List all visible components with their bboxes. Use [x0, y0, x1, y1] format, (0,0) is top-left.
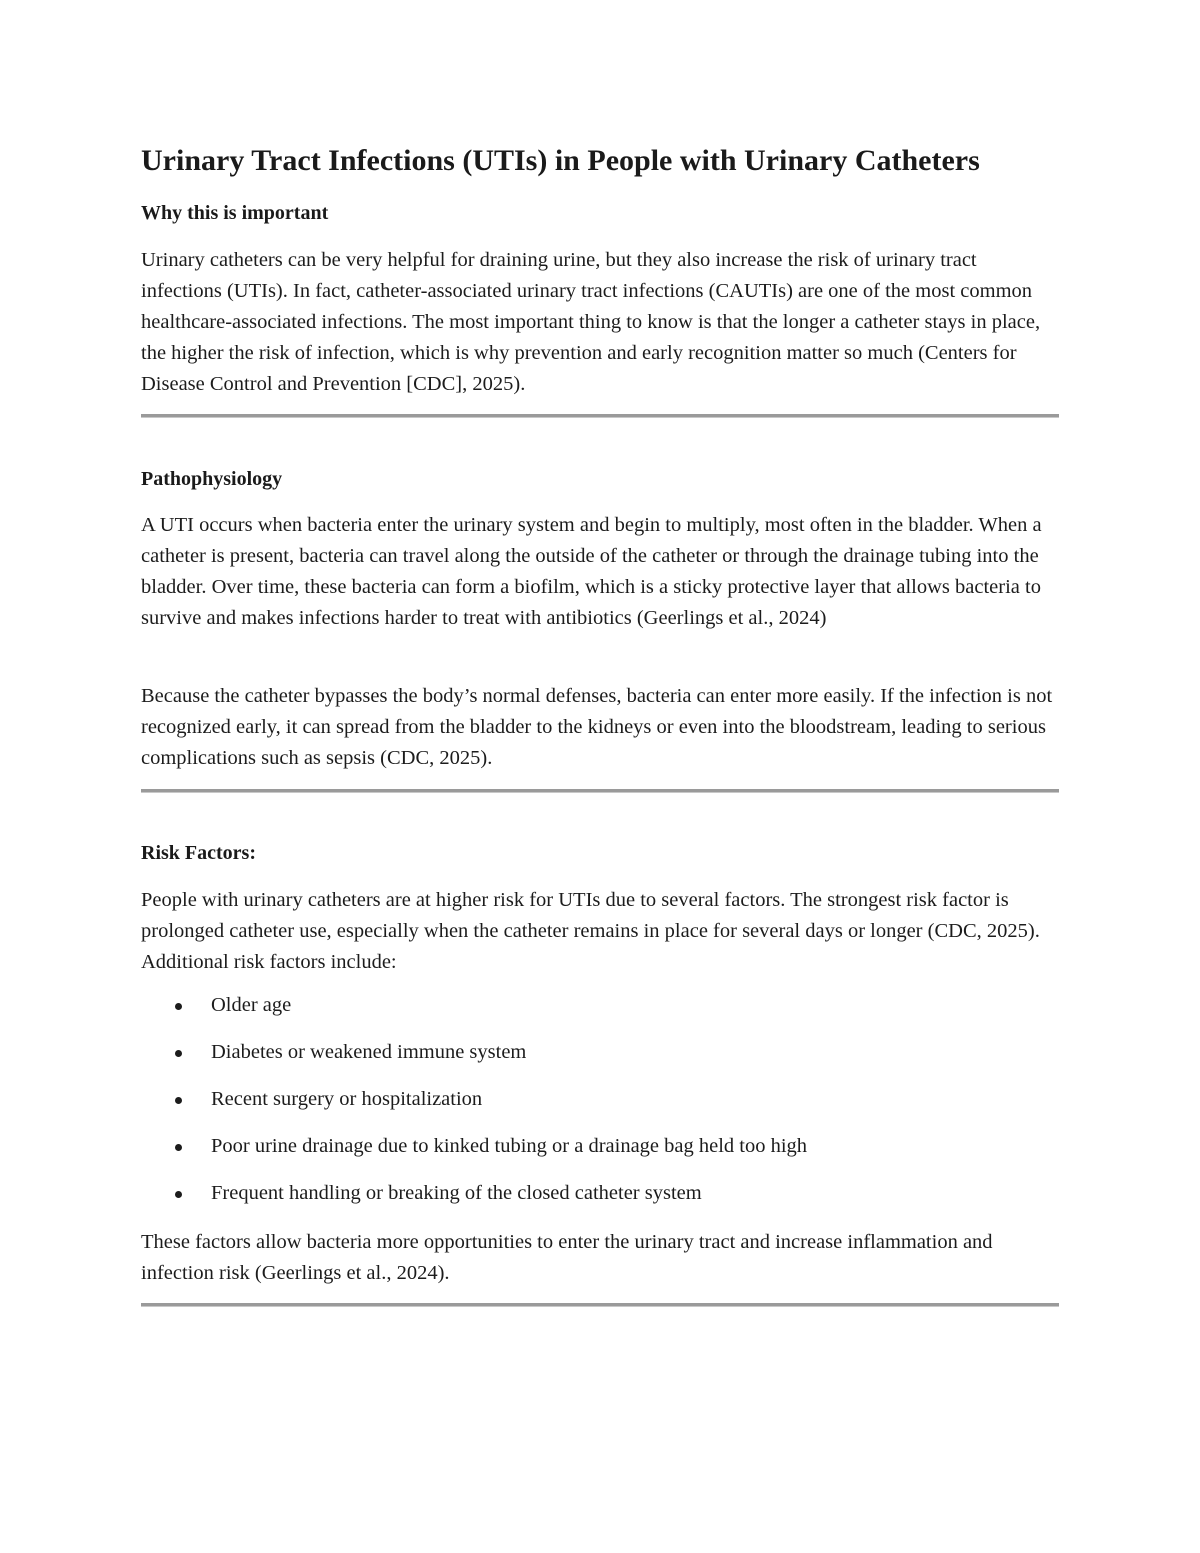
section-divider — [141, 414, 1059, 418]
paragraph-pathophysiology-1: A UTI occurs when bacteria enter the urinary system and begin to multiply, most often in the bladder. When a catheter is present, bacteria can travel along the outside of the catheter or through the drainage tubing into the bladder. Over time, these bacteria can form a biofilm, which is a sticky protective layer that allows bacteria to survive and makes infections harder to treat with antibiotics (Geerlings et al., 2024) — [141, 514, 1042, 629]
bullet-icon — [175, 1144, 182, 1151]
bullet-icon — [175, 1191, 182, 1198]
list-item-text: Frequent handling or breaking of the closed catheter system — [211, 1182, 702, 1204]
bullet-icon — [175, 1003, 182, 1010]
list-item-text: Poor urine drainage due to kinked tubing or a drainage bag held too high — [211, 1135, 808, 1157]
paragraph-risk-factors-summary: These factors allow bacteria more opportunities to enter the urinary tract and increase inflammation and infection risk (Geerlings et al., 2024). — [141, 1231, 993, 1284]
list-item-text: Older age — [211, 994, 292, 1016]
section-heading-risk-factors: Risk Factors: — [141, 842, 256, 864]
paragraph-pathophysiology-2: Because the catheter bypasses the body’s normal defenses, bacteria can enter more easily. If the infection is not recognized early, it can spread from the bladder to the kidneys or even into the bloodstream, leading to serious complications such as sepsis (CDC, 2025). — [141, 685, 1053, 769]
section-divider — [141, 789, 1059, 793]
document-title: Urinary Tract Infections (UTIs) in People with Urinary Catheters — [141, 144, 980, 177]
section-heading-pathophysiology: Pathophysiology — [141, 468, 283, 490]
list-item-text: Recent surgery or hospitalization — [211, 1088, 483, 1110]
paragraph-why-important: Urinary catheters can be very helpful for draining urine, but they also increase the risk of urinary tract infections (UTIs). In fact, catheter-associated urinary tract infections (CAUTIs) are one of the most common healthcare-associated infections. The most important thing to know is that the longer a catheter stays in place, the higher the risk of infection, which is why prevention and early recognition matter so much (Centers for Disease Control and Prevention [CDC], 2025). — [141, 249, 1041, 395]
list-item-text: Diabetes or weakened immune system — [211, 1041, 527, 1063]
bullet-icon — [175, 1097, 182, 1104]
section-divider — [141, 1303, 1059, 1307]
paragraph-risk-factors-intro: People with urinary catheters are at higher risk for UTIs due to several factors. The strongest risk factor is prolonged catheter use, especially when the catheter remains in place for several days or longer (CDC, 2025). Additional risk factors include: — [141, 889, 1040, 973]
bullet-icon — [175, 1050, 182, 1057]
section-heading-why-important: Why this is important — [141, 202, 329, 224]
